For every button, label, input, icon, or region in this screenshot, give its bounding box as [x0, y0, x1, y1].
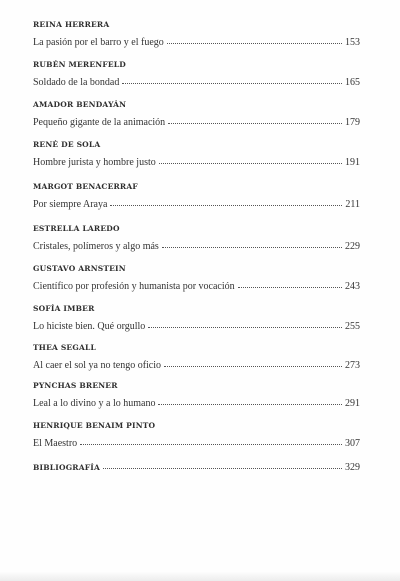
- toc-entry: [33, 264, 360, 300]
- toc-entry: [33, 60, 360, 96]
- entry-author: ESTRELLA LAREDO: [33, 224, 120, 233]
- entry-title: Hombre jurista y hombre justo: [33, 157, 156, 168]
- dot-leader: [159, 163, 342, 164]
- entry-title: Por siempre Araya: [33, 199, 108, 210]
- entry-line: [33, 199, 360, 210]
- entry-author: SOFÍA IMBER: [33, 304, 95, 313]
- entry-page-number: 153: [345, 37, 360, 48]
- toc-entry: [33, 140, 360, 176]
- entry-author: RUBÉN MERENFELD: [33, 60, 126, 69]
- entry-page-number: 211: [345, 199, 360, 210]
- entry-line: [33, 281, 360, 292]
- entry-title: Lo hiciste bien. Qué orgullo: [33, 321, 146, 332]
- entry-page-number: 191: [345, 157, 360, 168]
- bibliography-entry: [33, 462, 360, 473]
- entry-title: Leal a lo divino y a lo humano: [33, 398, 156, 409]
- toc-entry: [33, 421, 360, 457]
- entry-author: REINA HERRERA: [33, 20, 110, 29]
- entry-title: Pequeño gigante de la animación: [33, 117, 166, 128]
- dot-leader: [80, 444, 342, 445]
- entry-author: GUSTAVO ARNSTEIN: [33, 264, 126, 273]
- dot-leader: [164, 366, 342, 367]
- entry-page-number: 243: [345, 281, 360, 292]
- page-bottom-edge: [0, 571, 400, 581]
- dot-leader: [122, 83, 342, 84]
- entry-author: AMADOR BENDAYÁN: [33, 100, 127, 109]
- entry-line: [33, 398, 360, 409]
- toc-entry: [33, 100, 360, 136]
- entry-line: [33, 241, 360, 252]
- entry-author: MARGOT BENACERRAF: [33, 182, 138, 191]
- entry-line: [33, 321, 360, 332]
- toc-entry: [33, 224, 360, 260]
- dot-leader: [162, 247, 342, 248]
- entry-page-number: 273: [345, 360, 360, 371]
- entry-page-number: 165: [345, 77, 360, 88]
- entry-title: Al caer el sol ya no tengo oficio: [33, 360, 162, 371]
- dot-leader: [158, 404, 342, 405]
- toc-entry: [33, 182, 360, 218]
- toc-entry: [33, 381, 360, 417]
- entry-author: THEA SEGALL: [33, 343, 96, 352]
- entry-page-number: 291: [345, 398, 360, 409]
- toc-entry: [33, 20, 360, 56]
- entry-page-number: 307: [345, 438, 360, 449]
- entry-title: Soldado de la bondad: [33, 77, 120, 88]
- toc-entry: [33, 304, 360, 340]
- bibliography-page-number: 329: [345, 462, 360, 473]
- entry-author: HENRIQUE BENAIM PINTO: [33, 421, 156, 430]
- entry-line: [33, 157, 360, 168]
- bibliography-label: BIBLIOGRAFÍA: [33, 463, 101, 472]
- entry-title: Científico por profesión y humanista por vocación: [33, 281, 235, 292]
- entry-title: Cristales, polímeros y algo más: [33, 241, 159, 252]
- entry-line: [33, 117, 360, 128]
- entry-author: RENÉ DE SOLA: [33, 140, 101, 149]
- entry-title: El Maestro: [33, 438, 78, 449]
- dot-leader: [110, 205, 342, 206]
- entry-author: PYNCHAS BRENER: [33, 381, 118, 390]
- entry-page-number: 229: [345, 241, 360, 252]
- dot-leader: [167, 43, 342, 44]
- entry-line: [33, 77, 360, 88]
- entry-line: [33, 360, 360, 371]
- toc-entry: [33, 343, 360, 379]
- dot-leader: [238, 287, 342, 288]
- dot-leader: [103, 468, 342, 469]
- entry-line: [33, 438, 360, 449]
- entry-page-number: 255: [345, 321, 360, 332]
- dot-leader: [148, 327, 342, 328]
- entry-page-number: 179: [345, 117, 360, 128]
- dot-leader: [168, 123, 342, 124]
- entry-title: La pasión por el barro y el fuego: [33, 37, 164, 48]
- entry-line: [33, 37, 360, 48]
